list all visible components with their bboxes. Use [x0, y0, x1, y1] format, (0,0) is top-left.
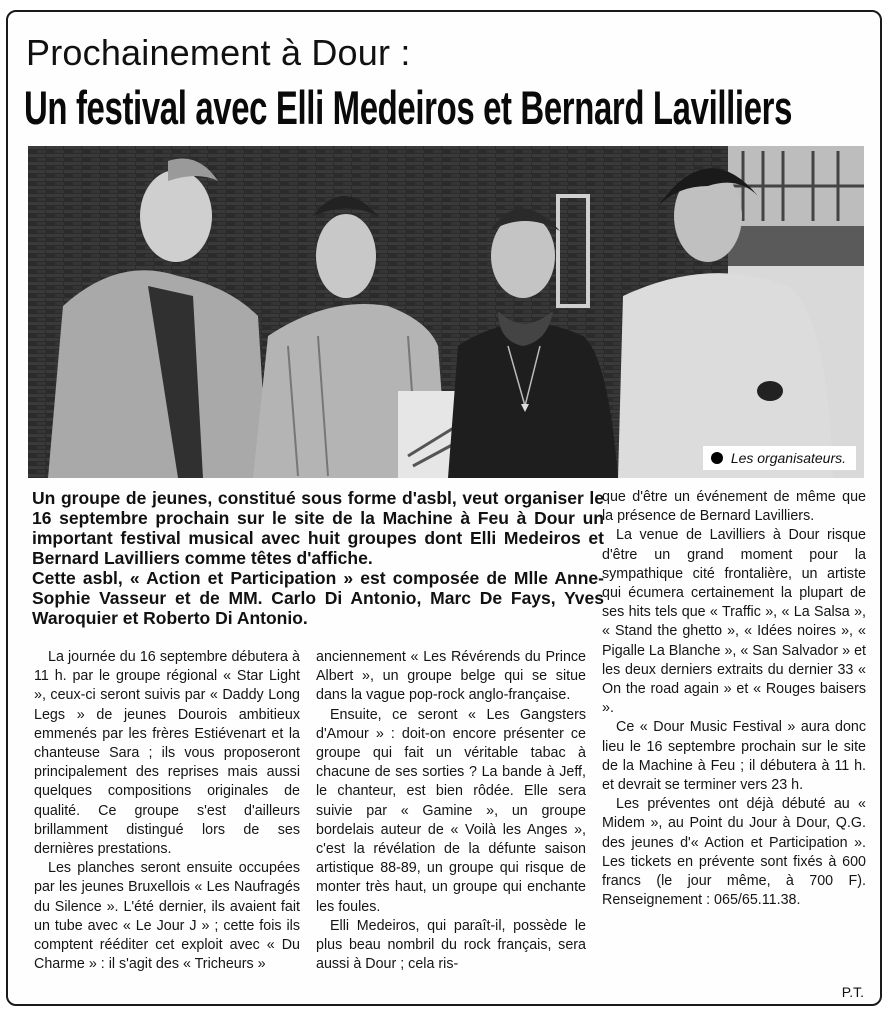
article-lead	[32, 488, 604, 628]
photo-caption	[703, 446, 856, 470]
body-paragraph: anciennement « Les Révérends du Prince Albert », un groupe belge qui se situe dans la vague pop-rock anglo-française.	[316, 649, 586, 704]
article-photo	[28, 146, 864, 478]
body-column-3	[602, 488, 866, 910]
body-paragraph: Les planches seront ensuite occupées par les jeunes Bruxellois « Les Naufragés du Silence ». L'été dernier, ils avaient fait un tube avec « Le Jour J » ; cette fois ils comptent rééditer cet exploit avec « Du Charme » : il s'agit des « Tricheurs »	[34, 860, 300, 973]
body-paragraph: La venue de Lavilliers à Dour risque d'être un grand moment pour la sympathique cité frontalière, un artiste qui écumera certainement la plupart de ses hits tels que « Traffic », « La Salsa », « Stand the ghetto », « Idées noires », « Pigalle La Blanche », « San Salvador » et les deux derniers extraits du dernier 33 « On the road again » et « Rouges baisers ».	[602, 527, 866, 717]
body-paragraph: que d'être un événement de même que la présence de Bernard Lavilliers.	[602, 489, 866, 525]
article-kicker: Prochainement à Dour :	[26, 32, 411, 73]
photo-organizers-image	[28, 146, 864, 478]
body-column-2	[316, 648, 586, 974]
body-paragraph: Ce « Dour Music Festival » aura donc lieu le 16 septembre prochain sur le site de la Machine à Feu ; il débutera à 11 h. et devrait se terminer vers 23 h.	[602, 719, 866, 794]
photo-caption-text: Les organisateurs.	[730, 450, 846, 466]
body-paragraph: Ensuite, ce seront « Les Gangsters d'Amour » : doit-on encore présenter ce groupe qui fait un véritable tabac à chacune de ses sorties ? La bande à Jeff, le chanteur, est bien rôdée. Elle sera suivie par « Gamine », un groupe bordelais auteur de « Voilà les Anges », c'est la révélation de la défunte saison artistique 88-89, un groupe qui risque de monter très haut, un groupe qui enchante les foules.	[316, 706, 586, 915]
author-signature: P.T.	[841, 984, 864, 1000]
body-paragraph: Elli Medeiros, qui paraît-il, possède le plus beau nombril du rock français, sera aussi à Dour ; cela ris-	[316, 917, 586, 973]
lead-paragraph: Un groupe de jeunes, constitué sous forme d'asbl, veut organiser le 16 septembre prochain sur le site de la Machine à Feu à Dour un important festival musical avec huit groupes dont Elli Medeiros et Bernard Lavilliers comme têtes d'affiche.	[32, 488, 604, 568]
article-headline: Un festival avec Elli Medeiros et Bernard Lavilliers	[24, 81, 793, 134]
bullet-icon	[711, 452, 723, 464]
body-column-1	[34, 648, 300, 974]
lead-paragraph: Cette asbl, « Action et Participation » est composée de Mlle Anne-Sophie Vasseur et de MM. Carlo Di Antonio, Marc De Fays, Yves Waroquier et Roberto Di Antonio.	[32, 568, 604, 628]
body-paragraph: La journée du 16 septembre débutera à 11 h. par le groupe régional « Star Light », ceux-ci seront suivis par « Daddy Long Legs » de jeunes Dourois ambitieux emmenés par les frères Estiévenart et la chanteuse Sara ; ils vous proposeront principalement des reprises mais aussi quelques compositions originales de qualité. Ce groupe s'est d'ailleurs brillamment distingué lors de ses dernières prestations.	[34, 649, 300, 858]
body-paragraph: Les préventes ont déjà débuté au « Midem », au Point du Jour à Dour, Q.G. des jeunes d'« Action et Participation ». Les tickets en prévente sont fixés à 600 francs (le jour même, à 700 F). Renseignement : 065/65.11.38.	[602, 796, 866, 909]
